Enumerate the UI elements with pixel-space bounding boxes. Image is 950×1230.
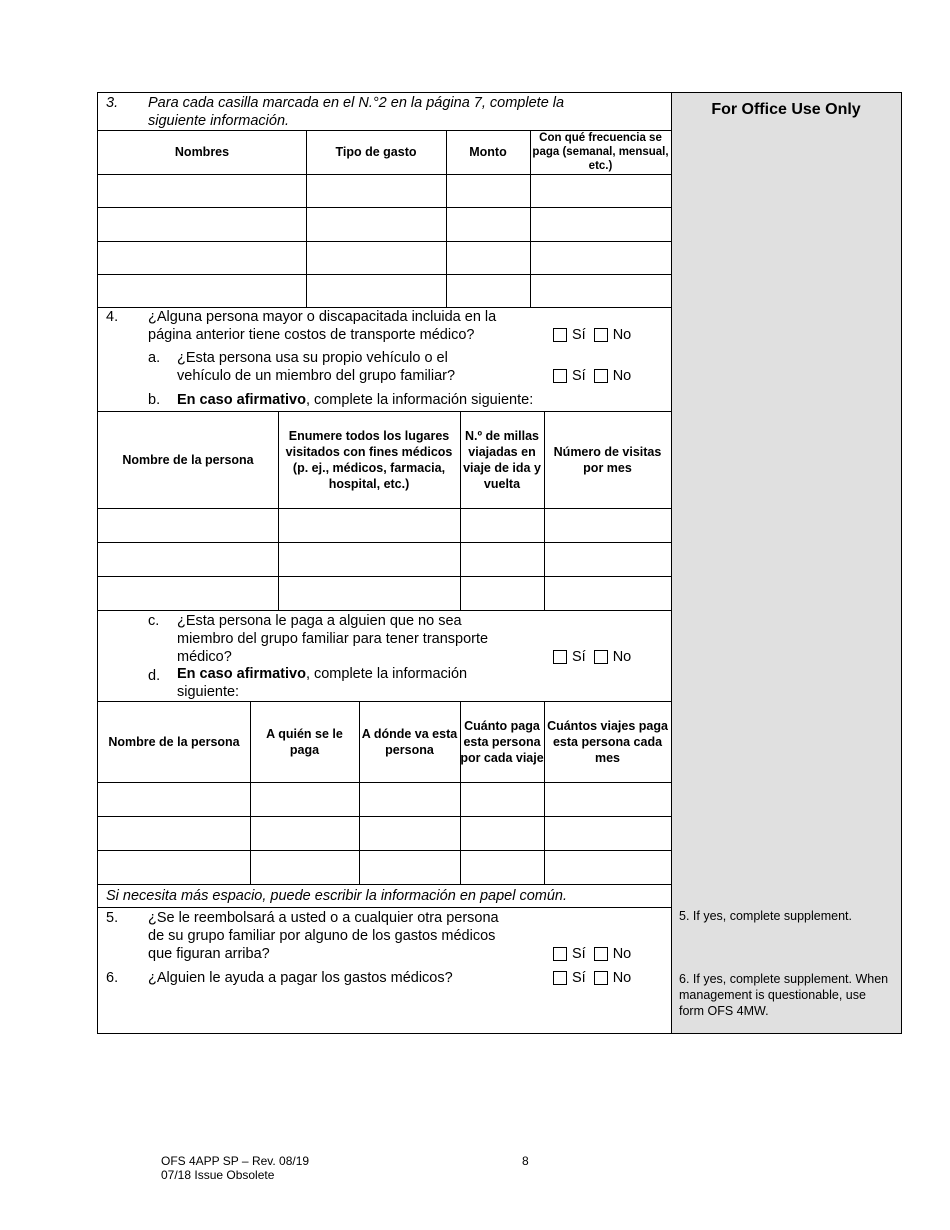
yes-label: Sí [572,970,586,986]
t3-cell[interactable] [461,817,543,850]
t2-header-lugares: Enumere todos los lugares visitados con fines médicos (p. ej., médicos, farmacia, hospital, etc.) [285,428,453,491]
t1-cell[interactable] [99,275,305,307]
t3-cell[interactable] [461,783,543,816]
q4b-text [177,391,533,409]
t3-cell[interactable] [99,783,249,816]
q5-line2: de su grupo familiar por alguno de los gastos médicos [148,928,496,944]
yes-label: Sí [572,649,586,665]
q6-number: 6. [106,970,119,986]
t1-cell[interactable] [447,242,529,274]
yes-label: Sí [572,327,586,343]
office-note-6: 6. If yes, complete supplement. When management is questionable, use form OFS 4MW. [679,972,889,1018]
q4d-line1 [177,665,467,683]
q4-line2: página anterior tiene costos de transporte médico? [148,327,475,343]
footer-form-id: OFS 4APP SP – Rev. 08/19 [161,1154,310,1168]
q6-yes-checkbox[interactable] [553,971,567,985]
t1-cell[interactable] [99,208,305,240]
footer-obsolete: 07/18 Issue Obsolete [161,1168,275,1182]
t1-cell[interactable] [99,242,305,274]
t3-cell[interactable] [360,851,459,884]
q4d-letter: d. [148,668,161,684]
t1-cell[interactable] [531,242,670,274]
q5-no-checkbox[interactable] [594,947,608,961]
t2-header-millas: N.º de millas viajadas en viaje de ida y vuelta [463,428,541,491]
q6-yes-no [553,969,631,987]
t2-cell[interactable] [545,577,670,610]
t1-header-tipo: Tipo de gasto [335,145,417,159]
t2-cell[interactable] [461,577,543,610]
divider [98,884,671,885]
q4a-no-checkbox[interactable] [594,369,608,383]
t1-header-monto: Monto [469,145,507,159]
t2-cell[interactable] [279,543,459,576]
q4c-line1: ¿Esta persona le paga a alguien que no sea [177,613,462,629]
office-use-title: For Office Use Only [711,101,861,118]
t2-cell[interactable] [461,509,543,542]
q4d-bold: En caso afirmativo [177,666,306,682]
q4a-yes-no [553,367,631,385]
t3-header-viajes: Cuántos viajes paga esta persona cada mes [547,718,668,765]
t2-cell[interactable] [99,543,277,576]
q4c-line3: médico? [177,649,232,665]
form-frame [97,92,902,1034]
office-use-panel [671,93,901,1033]
q4c-yes-no [553,648,631,666]
q3-line1: Para cada casilla marcada en el N.°2 en la página 7, complete la [148,95,565,111]
t2-cell[interactable] [545,543,670,576]
t3-cell[interactable] [360,783,459,816]
q4-no-checkbox[interactable] [594,328,608,342]
q4a-line2: vehículo de un miembro del grupo familiar? [177,368,456,384]
q5-line1: ¿Se le reembolsará a usted o a cualquier otra persona [148,910,499,926]
t1-cell[interactable] [531,175,670,207]
t3-cell[interactable] [360,817,459,850]
t3-header-cuanto: Cuánto paga esta persona por cada viaje [460,718,544,765]
t2-cell[interactable] [545,509,670,542]
t3-cell[interactable] [251,817,358,850]
q4a-line1: ¿Esta persona usa su propio vehículo o el [177,350,448,366]
page-number: 8 [522,1154,529,1168]
t1-header-nombres: Nombres [174,145,230,159]
space-note: Si necesita más espacio, puede escribir la información en papel común. [106,888,568,904]
q4b-bold: En caso afirmativo [177,392,306,408]
q3-number: 3. [106,95,119,111]
q4b-rest: , complete la información siguiente: [305,392,534,408]
q4a-yes-checkbox[interactable] [553,369,567,383]
t3-cell[interactable] [251,851,358,884]
yes-label: Sí [572,946,586,962]
t1-cell[interactable] [447,175,529,207]
no-label: No [612,368,632,384]
t2-cell[interactable] [279,577,459,610]
q4d-rest: , complete la información [305,666,468,682]
q4-number: 4. [106,309,119,325]
no-label: No [612,946,632,962]
t1-cell[interactable] [307,175,445,207]
t2-cell[interactable] [99,577,277,610]
q4-yes-no [553,326,631,344]
t1-cell[interactable] [447,208,529,240]
q5-yes-checkbox[interactable] [553,947,567,961]
t3-cell[interactable] [99,851,249,884]
t2-cell[interactable] [461,543,543,576]
t2-header-nombre: Nombre de la persona [122,452,254,467]
t3-cell[interactable] [461,851,543,884]
office-note-5: 5. If yes, complete supplement. [679,909,853,923]
divider [98,610,671,611]
t3-cell[interactable] [99,817,249,850]
t3-cell[interactable] [545,817,670,850]
t1-cell[interactable] [307,242,445,274]
q6-line1: ¿Alguien le ayuda a pagar los gastos médicos? [148,970,453,986]
q5-line3: que figuran arriba? [148,946,270,962]
t1-header-frecuencia: Con qué frecuencia se paga (semanal, mensual, etc.) [532,132,669,172]
q6-no-checkbox[interactable] [594,971,608,985]
yes-label: Sí [572,368,586,384]
t1-cell[interactable] [307,208,445,240]
t3-cell[interactable] [545,783,670,816]
no-label: No [612,649,632,665]
q4c-no-checkbox[interactable] [594,650,608,664]
t1-cell[interactable] [307,275,445,307]
t2-header-visitas: Número de visitas por mes [553,444,662,475]
t3-cell[interactable] [545,851,670,884]
t1-cell[interactable] [531,208,670,240]
q4a-letter: a. [148,350,161,366]
t3-header-donde: A dónde va esta persona [361,726,458,757]
t2-cell[interactable] [99,509,277,542]
q4b-letter: b. [148,392,161,408]
q4d-line2: siguiente: [177,684,240,700]
t3-header-nombre: Nombre de la persona [108,734,240,749]
q4-line1: ¿Alguna persona mayor o discapacitada incluida en la [148,309,497,325]
divider [98,907,671,908]
t3-cell[interactable] [251,783,358,816]
no-label: No [612,970,632,986]
t2-cell[interactable] [279,509,459,542]
t1-cell[interactable] [99,175,305,207]
q4c-letter: c. [148,613,160,629]
q5-number: 5. [106,910,119,926]
t3-header-quien: A quién se le paga [266,726,343,757]
q4-yes-checkbox[interactable] [553,328,567,342]
t1-cell[interactable] [447,275,529,307]
no-label: No [612,327,632,343]
t1-cell[interactable] [531,275,670,307]
q5-yes-no [553,945,631,963]
q4c-line2: miembro del grupo familiar para tener transporte [177,631,489,647]
q3-line2: siguiente información. [148,113,290,129]
q4c-yes-checkbox[interactable] [553,650,567,664]
